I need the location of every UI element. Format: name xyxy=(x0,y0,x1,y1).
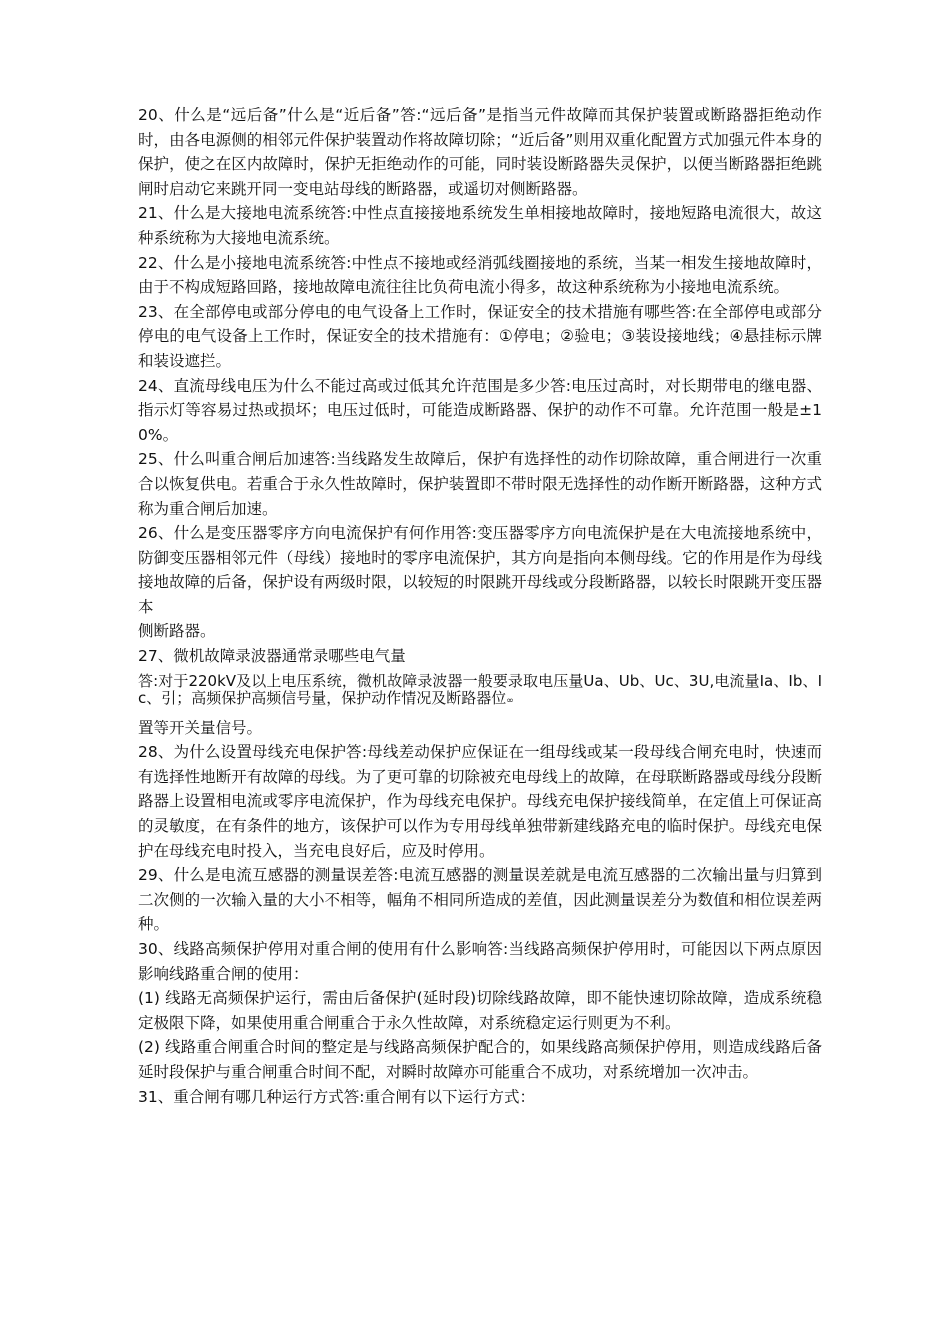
paragraph-q31: 31、重合闸有哪几种运行方式答:重合闸有以下运行方式： xyxy=(138,1087,535,1106)
paragraph-q26-tail: 侧断路器。 xyxy=(138,622,216,641)
paragraph-q28: 28、为什么设置母线充电保护答:母线差动保护应保证在一组母线或某一段母线合闸充电时，快速而有选择性地断开有故障的母线。为了更可靠的切除被充电母线上的故障，在母联断路器或母线分段断路器上设置相电流或零序电流保护，作为母线充电保护。母线充电保护接线简单，在定值上可保证高的灵敏度，在有条件的地方，该保护可以作为专用母线单独带新建线路充电的临时保护。母线充电保护在母线充电时投入，当充电良好后，应及时停用。 xyxy=(138,743,822,860)
paragraph-q30-point1: (1) 线路无高频保护运行，需由后备保护(延时段)切除线路故障，即不能快速切除故障，造成系统稳定极限下降，如果使用重合闸重合于永久性故障，对系统稳定运行则更为不利。 xyxy=(138,989,822,1032)
paragraph-q27-question: 27、微机故障录波器通常录哪些电气量 xyxy=(138,647,406,666)
paragraph-q26: 26、什么是变压器零序方向电流保护有何作用答:变压器零序方向电流保护是在大电流接地系统中，防御变压器相邻元件（母线）接地时的零序电流保护，其方向是指向本侧母线。它的作用是作为母线接地故障的后备，保护设有两级时限，以较短的时限跳开母线或分段断路器，以较长时限跳开变压器本 xyxy=(138,524,822,616)
paragraph-q27-tail: 置等开关量信号。 xyxy=(138,718,263,737)
document-body xyxy=(138,103,822,1109)
paragraph-q23: 23、在全部停电或部分停电的电气设备上工作时，保证安全的技术措施有哪些答:在全部停电或部分停电的电气设备上工作时，保证安全的技术措施有：①停电；②验电；③装设接地线；④悬挂标示牌和装设遮拦。 xyxy=(138,302,822,370)
paragraph-q22: 22、什么是小接地电流系统答:中性点不接地或经消弧线圈接地的系统，当某一相发生接地故障时，由于不构成短路回路，接地故障电流往往比负荷电流小得多，故这种系统称为小接地电流系统。 xyxy=(138,253,822,297)
paragraph-q21: 21、什么是大接地电流系统答:中性点直接接地系统发生单相接地故障时，接地短路电流很大，故这种系统称为大接地电流系统。 xyxy=(138,204,822,247)
paragraph-q30-point2: (2) 线路重合闸重合时间的整定是与线路高频保护配合的，如果线路高频保护停用，则造成线路后备延时段保护与重合闸重合时间不配，对瞬时故障亦可能重合不成功，对系统增加一次冲击。 xyxy=(138,1038,822,1081)
q27-answer-text: 答:对于220kV及以上电压系统，微机故障录波器一般要录取电压量Ua、Ub、Uc、3U,电流量Ia、Ib、Ic、引；高频保护高频信号量，保护动作情况及断路器位 xyxy=(138,671,822,707)
paragraph-q20: 20、什么是“远后备”什么是“近后备”答:“远后备”是指当元件故障而其保护装置或断路器拒绝动作时，由各电源侧的相邻元件保护装置动作将故障切除；“近后备”则用双重化配置方式加强元件本身的保护，使之在区内故障时，保护无拒绝动作的可能，同时装设断路器失灵保护，以便当断路器拒绝跳闸时启动它来跳开同一变电站母线的断路器，或遥切对侧断路器。 xyxy=(138,106,822,198)
paragraph-q24: 24、直流母线电压为什么不能过高或过低其允许范围是多少答:电压过高时，对长期带电的继电器、指示灯等容易过热或损坏；电压过低时，可能造成断路器、保护的动作不可靠。允许范围一般是±10%。 xyxy=(138,376,822,444)
paragraph-q29: 29、什么是电流互感器的测量误差答:电流互感器的测量误差就是电流互感器的二次输出量与归算到二次侧的一次输入量的大小不相等，幅角不相同所造成的差值，因此测量误差分为数值和相位误差两种。 xyxy=(138,866,822,934)
paragraph-q27-answer xyxy=(138,673,822,710)
paragraph-q30: 30、线路高频保护停用对重合闸的使用有什么影响答:当线路高频保护停用时，可能因以下两点原因影响线路重合闸的使用： xyxy=(138,940,822,983)
inline-mark: ∞ xyxy=(506,695,514,706)
paragraph-q25: 25、什么叫重合闸后加速答:当线路发生故障后，保护有选择性的动作切除故障，重合闸进行一次重合以恢复供电。若重合于永久性故障时，保护装置即不带时限无选择性的动作断开断路器，这种方式称为重合闸后加速。 xyxy=(138,450,822,518)
